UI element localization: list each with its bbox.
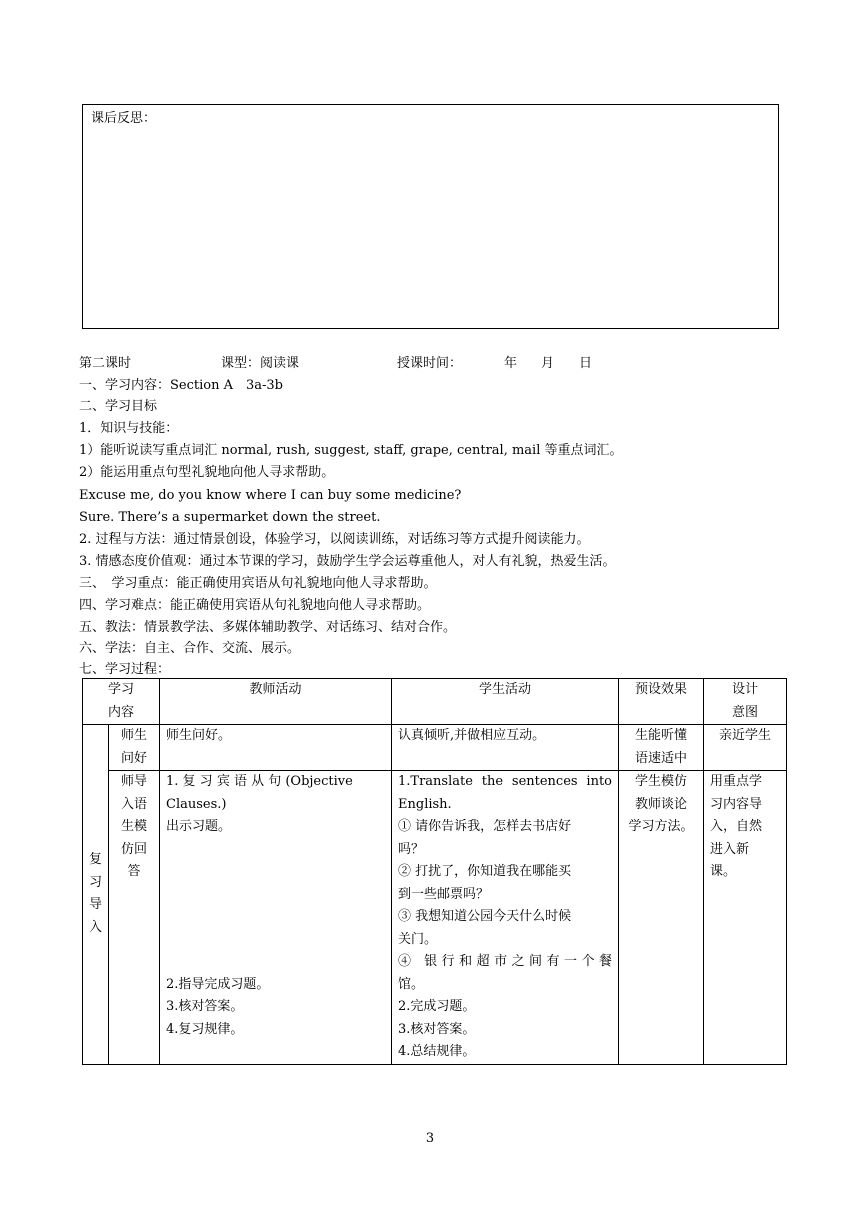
teaching-methods: 五、教法：情景教学法、多媒体辅助教学、对话练习、结对合作。 — [79, 620, 457, 635]
header-effect: 预设效果 — [619, 679, 704, 725]
difficulty: 四、学习难点：能正确使用宾语从句礼貌地向他人寻求帮助。 — [79, 598, 431, 613]
table-row — [83, 771, 787, 1065]
lesson-year: 年 — [504, 356, 518, 371]
student-greeting: 认真倾听,并做相应互动。 — [392, 725, 619, 771]
page-number: 3 — [425, 1131, 435, 1146]
teacher-greeting: 师生问好。 — [160, 725, 392, 771]
header-content: 学习 内容 — [83, 679, 160, 725]
header-design: 设计 意图 — [704, 679, 787, 725]
knowledge-item-2: 2）能运用重点句型礼貌地向他人寻求帮助。 — [79, 465, 335, 480]
study-goals-heading: 二、学习目标 — [79, 399, 158, 414]
reflection-box — [82, 104, 779, 329]
learning-process-table — [82, 678, 787, 1065]
emotion-values: 3. 情感态度价值观：通过本节课的学习，鼓励学生学会运尊重他人，对人有礼貌，热爱生活。 — [79, 554, 616, 569]
lesson-type: 课型：阅读课 — [221, 356, 300, 371]
study-content: 一、学习内容：Section A 3a-3b — [79, 378, 283, 393]
process-heading: 七、学习过程： — [79, 662, 171, 677]
effect-review: 学生模仿 教师谈论 学习方法。 — [619, 771, 704, 1065]
knowledge-heading: 1．知识与技能： — [79, 421, 179, 436]
lesson-time-label: 授课时间： — [397, 356, 463, 371]
table-header-row — [83, 679, 787, 725]
section-cell: 复 习 导 入 — [83, 725, 109, 1065]
reflection-label: 课后反思： — [91, 111, 157, 126]
key-point: 三、 学习重点：能正确使用宾语从句礼貌地向他人寻求帮助。 — [79, 576, 437, 591]
knowledge-item-1: 1）能听说读写重点词汇 normal, rush, suggest, staff, grape, central, mail 等重点词汇。 — [79, 443, 623, 458]
lesson-month: 月 — [541, 356, 555, 371]
student-review: 1.Translate the sentences into English. ① 请你告诉我，怎样去书店好 吗？ ② 打扰了，你知道我在哪能买 到一些邮票吗？ ③ 我想知道公园今天什么时候 关门。 ④ 银行和超市之间有一个餐 馆。 2.完成习题。 3.核对答案。 4.总结规律。 — [392, 771, 619, 1065]
lesson-period: 第二课时 — [79, 356, 132, 371]
sub-content-review: 师导 入语 生模 仿回 答 — [109, 771, 160, 1065]
design-greeting: 亲近学生 — [704, 725, 787, 771]
teacher-review: 1. 复 习 宾 语 从 句 (Objective Clauses.) 出示习题。 2.指导完成习题。 3.核对答案。 4.复习规律。 — [160, 771, 392, 1065]
study-methods: 六、学法：自主、合作、交流、展示。 — [79, 641, 301, 656]
process-method: 2. 过程与方法：通过情景创设，体验学习，以阅读训练，对话练习等方式提升阅读能力。 — [79, 532, 590, 547]
design-review: 用重点学 习内容导 入，自然 进入新 课。 — [704, 771, 787, 1065]
header-teacher: 教师活动 — [160, 679, 392, 725]
sub-content-greeting: 师生 问好 — [109, 725, 160, 771]
example-sentence-1: Excuse me, do you know where I can buy some medicine? — [79, 488, 462, 503]
table-row — [83, 725, 787, 771]
example-sentence-2: Sure. There’s a supermarket down the street. — [79, 510, 381, 525]
effect-greeting: 生能听懂 语速适中 — [619, 725, 704, 771]
header-student: 学生活动 — [392, 679, 619, 725]
lesson-day: 日 — [579, 356, 593, 371]
spacer — [166, 839, 385, 974]
